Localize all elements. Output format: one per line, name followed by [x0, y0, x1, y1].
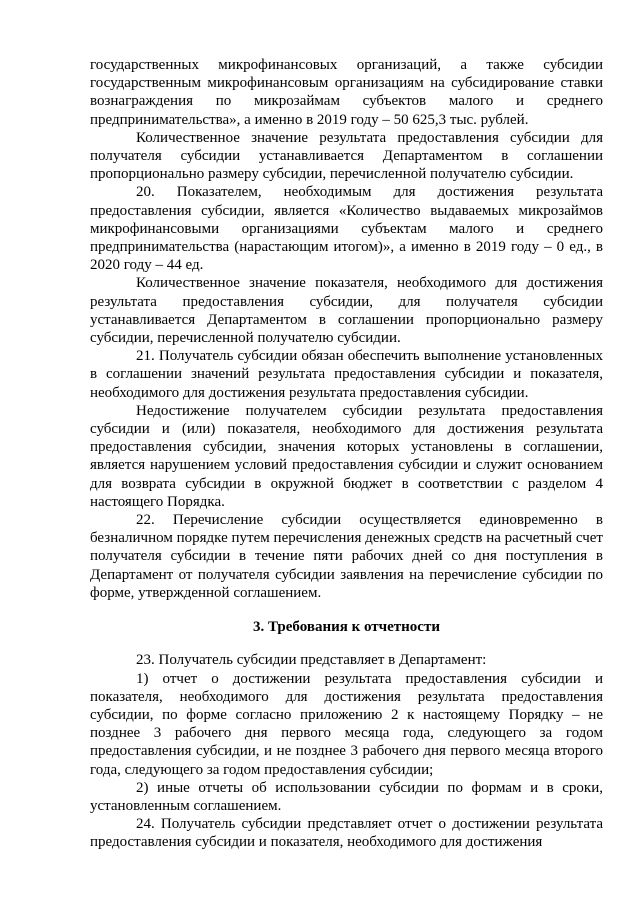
paragraph-item-20: 20. Показателем, необходимым для достижения результата предоставления субсидии, является «Количество выдаваемых микрозаймов микрофинансовыми организациями субъектам малого и среднего предпринимательства (нарастающим итогом)», а именно в 2019 году – 0 ед., в 2020 году – 44 ед.	[90, 184, 603, 274]
section-heading-reporting: 3. Требования к отчетности	[253, 619, 440, 636]
paragraph-item-23: 23. Получатель субсидии представляет в Департамент:	[136, 652, 487, 669]
paragraph-item-23-2: 2) иные отчеты об использовании субсидии по формам и в сроки, установленным соглашением.	[90, 779, 603, 814]
paragraph-non-achievement: Недостижение получателем субсидии результата предоставления субсидии и (или) показателя, необходимого для достижения результата предоставления субсидии, значения которых установлены в соглашении, является нарушением условий предоставления субсидии и служит основанием для возврата субсидии в окружной бюджет в соответствии с разделом 4 настоящего Порядка.	[90, 402, 603, 510]
paragraph-indicator-quantity: Количественное значение показателя, необходимого для достижения результата предоставления субсидии, для получателя субсидии устанавливается Департаментом в соглашении пропорционально размеру субсидии, перечисленной получателю субсидии.	[90, 275, 603, 347]
paragraph-continuation-intro: государственных микрофинансовых организаций, а также субсидии государственным микрофинансовым организациям на субсидирование ставки вознаграждения по микрозаймам субъектов малого и среднего предпринимательства», а именно в 2019 году – 50 625,3 тыс. рублей.	[90, 57, 603, 128]
paragraph-item-21: 21. Получатель субсидии обязан обеспечить выполнение установленных в соглашении значений результата предоставления субсидии и показателя, необходимого для достижения результата предоставления субсидии.	[90, 348, 603, 401]
paragraph-item-22: 22. Перечисление субсидии осуществляется единовременно в безналичном порядке путем перечисления денежных средств на расчетный счет получателя субсидии в течение пяти рабочих дней со дня поступления в Департамент от получателя субсидии заявления на перечисление субсидии по форме, утвержденной соглашением.	[90, 512, 603, 601]
paragraph-item-24: 24. Получатель субсидии представляет отчет о достижении результата предоставления субсидии и показателя, необходимого для достижения	[90, 816, 603, 851]
paragraph-result-quantity: Количественное значение результата предоставления субсидии для получателя субсидии устанавливается Департаментом в соглашении пропорционально размеру субсидии, перечисленной получателю субсидии.	[90, 129, 603, 183]
paragraph-item-23-1: 1) отчет о достижении результата предоставления субсидии и показателя, необходимого для достижения результата предоставления субсидии, по форме согласно приложению 2 к настоящему Порядку – не позднее 3 рабочего дня первого месяца года, следующего за годом предоставления субсидии, и не позднее 3 рабочего дня первого месяца второго года, следующего за годом предоставления субсидии;	[90, 670, 603, 778]
